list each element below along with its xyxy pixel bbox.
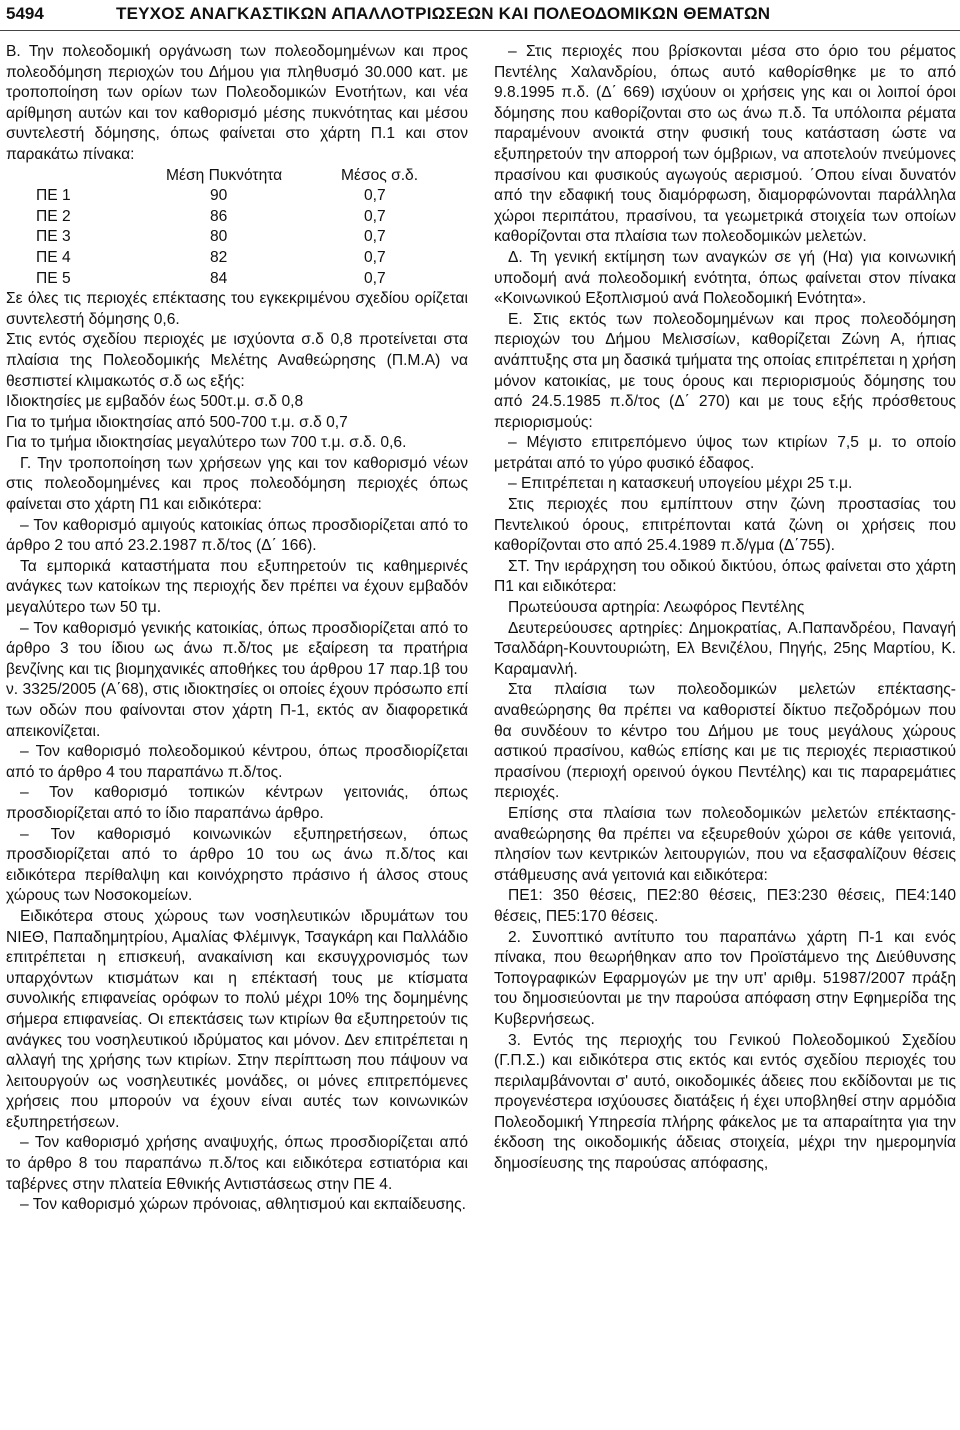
paragraph: Ε. Στις εκτός των πολεοδομημένων και προς πολεοδόμηση περιοχών του Δήμου Μελισσίων, καθορίζεται Ζώνη Α, ήπιας ανάπτυξης στα μη δασικά τμήματα της οποίας επιτρέπεται η χρήση μόνον κατοικίας, με τους όρους και περιορισμούς δόμησης του από 24.5.1985 π.δ/τος (Δ΄ 270) και με τους εξής πρόσθετους περιορισμούς: — [494, 310, 956, 431]
paragraph: – Τον καθορισμό γενικής κατοικίας, όπως προσδιορίζεται από το άρθρο 3 του ίδιου ως άνω π.δ/τος με εξαίρεση τα πρατήρια βενζίνης και τις βιομηχανικές αποθήκες του άρθρου 17 παρ.1β του ν. 3325/2005 (Α΄68), στις ιδιοκτησίες οι οποίες έχουν πρόσωπο επί των οδών που φαίνονται στον χάρτη Π-1, εκτός αν διαφορετικά απεικονίζεται. — [6, 619, 468, 740]
paragraph: – Επιτρέπεται η κατασκευή υπογείου μέχρι 25 τ.μ. — [508, 475, 853, 493]
paragraph: ΠΕ1: 350 θέσεις, ΠΕ2:80 θέσεις, ΠΕ3:230 θέσεις, ΠΕ4:140 θέσεις, ΠΕ5:170 θέσεις. — [494, 887, 956, 925]
paragraph: Για το τμήμα ιδιοκτησίας μεγαλύτερο των 700 τ.μ. σ.δ. 0,6. — [6, 434, 407, 452]
paragraph: 3. Εντός της περιοχής του Γενικού Πολεοδομικού Σχεδίου (Γ.Π.Σ.) και ειδικότερα στις εκτός και εντός σχεδίου περιοχές του περιλαμβάνονται σ' αυτό, οικοδομικές άδειες που εκδίδονται με τις προγενέστερα ισχύουσες διατάξεις ή έχει υποβληθεί στην αρμόδια Πολεοδομική Υπηρεσία πλήρης φάκελος με τα απαραίτητα για την έκδοση της οικοδομικής άδειας στοιχεία, μέχρι την ημερομηνία δημοσίευσης της παρούσας απόφασης, — [494, 1031, 956, 1173]
paragraph: Πρωτεύουσα αρτηρία: Λεωφόρος Πεντέλης — [508, 599, 805, 617]
paragraph: – Στις περιοχές που βρίσκονται μέσα στο όριο του ρέματος Πεντέλης Χαλανδρίου, όπως αυτό καθορίσθηκε με το από 9.8.1995 π.δ. (Δ΄ 669) ισχύουν οι χρήσεις γης και οι λοιποί όροι δόμησης που καθορίζονται στο ως άνω π.δ. Τα υπόλοιπα ρέματα παραμένουν ανοικτά στην φυσική τους κατάσταση ώστε να εξυπηρετούν την απορροή των όμβριων, να αποτελούν πνεύμονες πρασίνου και φυσικούς αγωγούς αερισμού. ΄Οπου είναι δυνατόν από την εδαφική τους διαμόρφωση, διαμορφώνονται παράλληλα χώροι περιπάτου, πρασίνου, τα γεωμετρικά στοιχεία των οποίων καθορίζονται στα πλαίσια των πολεοδομικών μελετών. — [494, 43, 956, 246]
left-column — [6, 42, 468, 1216]
table-cell: 80 — [210, 228, 228, 246]
paragraph: – Τον καθορισμό κοινωνικών εξυπηρετήσεων, όπως προσδιορίζεται από το άρθρο 10 του ως άνω π.δ/τος και ειδικότερα περίθαλψη και κοινόχρηστο πράσινο ή άλσος στους χώρους των Νοσοκομείων. — [6, 825, 468, 905]
paragraph: ΣΤ. Την ιεράρχηση του οδικού δικτύου, όπως φαίνεται στο χάρτη Π1 και ειδικότερα: — [494, 557, 956, 596]
table-cell: ΠΕ 4 — [36, 248, 71, 266]
table-cell: ΠΕ 3 — [36, 228, 71, 246]
paragraph: – Τον καθορισμό χώρων πρόνοιας, αθλητισμού και εκπαίδευσης. — [20, 1196, 466, 1214]
table-header-cell: Μέση Πυκνότητα — [166, 166, 283, 184]
paragraph: 2. Συνοπτικό αντίτυπο του παραπάνω χάρτη Π-1 και ενός πίνακα, που θεωρήθηκαν απο τον Προϊστάμενο της Διεύθυνσης Τοπογραφικών Εφαρμογών με την υπ' αριθμ. 51987/2007 πράξη του δημοσιεύονται με την παρούσα απόφαση στην Εφημερίδα της Κυβερνήσεως. — [494, 928, 956, 1028]
paragraph: – Τον καθορισμό πολεοδομικού κέντρου, όπως προσδιορίζεται από το άρθρο 4 του παραπάνω π.δ/τος. — [6, 743, 468, 781]
table-cell: 0,7 — [364, 207, 386, 225]
paragraph: – Τον καθορισμό τοπικών κέντρων γειτονιάς, όπως προσδιορίζεται από το ίδιο παραπάνω άρθρο. — [6, 784, 468, 822]
paragraph: Στις εντός σχεδίου περιοχές με ισχύοντα σ.δ 0,8 προτείνεται στα πλαίσια της Πολεοδομικής Μελέτης Αναθεώρησης (Π.Μ.Α) να θεσπιστεί κλιμακωτός σ.δ ως εξής: — [6, 331, 468, 390]
paragraph: Ιδιοκτησίες με εμβαδόν έως 500τ.μ. σ.δ 0,8 — [6, 393, 304, 411]
paragraph: – Τον καθορισμό χρήσης αναψυχής, όπως προσδιορίζεται από το άρθρο 8 του παραπάνω π.δ/τος και ειδικότερα εστιατόρια και ταβέρνες στην πλατεία Εθνικής Αντιστάσεως στην ΠΕ 4. — [6, 1134, 468, 1193]
table-cell: ΠΕ 2 — [36, 207, 71, 225]
paragraph: Β. Την πολεοδομική οργάνωση των πολεοδομημένων και προς πολεοδόμηση περιοχών του Δήμου για πληθυσμό 30.000 κατ. με τροποποίηση των ορίων των Πολεοδομικών Ενοτήτων, και νέα αρίθμηση αυτών και τον καθορισμό μέσης πυκνότητας και μέσου συντελεστή δόμησης, όπως φαίνεται στο χάρτη Π.1 και στον παρακάτω πίνακα: — [6, 43, 468, 163]
table-cell: 0,7 — [364, 248, 386, 266]
table-header-row — [6, 166, 468, 187]
table-header-cell — [6, 166, 166, 187]
table-row — [6, 186, 468, 207]
paragraph: Δευτερεύουσες αρτηρίες: Δημοκρατίας, Α.Παπανδρέου, Παναγή Τσαλδάρη-Κουντουριώτη, Ελ Βενιζέλου, Πηγής, 25ης Μαρτίου, Κ. Καραμανλή. — [494, 619, 956, 678]
gazette-title: ΤΕΥΧΟΣ ΑΝΑΓΚΑΣΤΙΚΩΝ ΑΠΑΛΛΟΤΡΙΩΣΕΩΝ ΚΑΙ ΠΟΛΕΟΔΟΜΙΚΩΝ ΘΕΜΑΤΩΝ — [116, 4, 771, 23]
paragraph: Επίσης στα πλαίσια των πολεοδομικών μελετών επέκτασης-αναθεώρησης θα πρέπει να εξευρεθούν χώροι σε κάθε γειτονιά, πλησίον των κεντρικών λειτουργιών, που να εξασφαλίζουν θέσεις στάθμευσης ανά γειτονιά και ειδικότερα: — [494, 804, 956, 884]
page-header — [6, 4, 956, 28]
table-row — [6, 227, 468, 248]
paragraph: Ειδικότερα στους χώρους των νοσηλευτικών ιδρυμάτων του ΝΙΕΘ, Παπαδημητρίου, Αμαλίας Φλέμινγκ, Τσαγκάρη και Παλλάδιο επιτρέπεται η επισκευή, ανακαίνιση και εκσυγχρονισμός των υπαρχόντων κτισμάτων και η επέκτασή τους με κτίσματα συνολικής επιφανείας ορόφων το πολύ μέχρι 10% της δομημένης σήμερα επιφανείας. Οι επεκτάσεις των κτιρίων θα εξυπηρετούν τις ανάγκες του νοσηλευτικού ιδρύματος και μόνον. Δεν επιτρέπεται η αλλαγή της χρήσης των κτιρίων. Στην περίπτωση που πάψουν να λειτουργούν ως νοσηλευτικές μονάδες, οι μόνες επιτρεπόμενες χρήσεις που μπορούν να έχουν είναι αυτές των κοινωνικών εξυπηρετήσεων. — [6, 907, 468, 1131]
paragraph: Τα εμπορικά καταστήματα που εξυπηρετούν τις καθημερινές ανάγκες των κατοίκων της περιοχής δεν πρέπει να έχουν εμβαδόν μεγαλύτερο των 50 τμ. — [6, 557, 468, 617]
paragraph: Δ. Τη γενική εκτίμηση των αναγκών σε γή (Ηα) για κοινωνική υποδομή ανά πολεοδομική ενότητα, όπως φαίνεται στον πίνακα «Κοινωνικού Εξοπλισμού ανά Πολεοδομική Ενότητα». — [494, 248, 956, 308]
paragraph: Στα πλαίσια των πολεοδομικών μελετών επέκτασης-αναθεώρησης θα πρέπει να καθοριστεί δίκτυο πεζοδρόμων που θα συνδέουν το κέντρο του Δήμου με τους μεγάλους χώρους αστικού πρασίνου, καθώς επίσης και με τις περιοχές περιαστικού πρασίνου (περιοχή ορεινού όγκου Πεντέλης) και τις παραρεμάτιες περιοχές. — [494, 681, 956, 802]
paragraph: – Τον καθορισμό αμιγούς κατοικίας όπως προσδιορίζεται από το άρθρο 2 του από 23.2.1987 π.δ/τος (Δ΄ 166). — [6, 516, 468, 555]
paragraph: Γ. Την τροποποίηση των χρήσεων γης και τον καθορισμό νέων στις πολεοδομημένες και προς πολεοδόμηση περιοχές όπως φαίνεται στο χάρτη Π1 και ειδικότερα: — [6, 454, 468, 514]
table-row — [6, 207, 468, 228]
paragraph: Στις περιοχές που εμπίπτουν στην ζώνη προστασίας του Πεντελικού όρους, επιτρέπονται κατά ζώνη οι χρήσεις που καθορίζονται στο από 25.4.1989 π.δ/γμα (Δ΄755). — [494, 496, 956, 555]
table-header-cell: Μέσος σ.δ. — [341, 166, 419, 184]
table-cell: 0,7 — [364, 269, 386, 287]
paragraph: Σε όλες τις περιοχές επέκτασης του εγκεκριμένου σχεδίου ορίζεται συντελεστή δόμησης 0,6. — [6, 290, 468, 328]
table-cell: 86 — [210, 207, 228, 225]
table-cell: 0,7 — [364, 228, 386, 246]
table-row — [6, 248, 468, 269]
table-cell: 84 — [210, 269, 228, 287]
page-number: 5494 — [6, 4, 44, 23]
table-cell: ΠΕ 1 — [36, 187, 71, 205]
table-cell: ΠΕ 5 — [36, 269, 71, 287]
table-cell: 90 — [210, 187, 228, 205]
paragraph: – Μέγιστο επιτρεπόμενο ύψος των κτιρίων 7,5 μ. το οποίο μετράται από το γύρο φυσικό έδαφος. — [494, 434, 956, 472]
table-cell: 0,7 — [364, 187, 386, 205]
header-rule — [0, 30, 960, 31]
density-table — [6, 166, 468, 290]
table-cell: 82 — [210, 248, 228, 266]
right-column — [494, 42, 956, 1175]
table-row — [6, 269, 468, 290]
paragraph: Για το τμήμα ιδιοκτησίας από 500-700 τ.μ. σ.δ 0,7 — [6, 413, 348, 431]
